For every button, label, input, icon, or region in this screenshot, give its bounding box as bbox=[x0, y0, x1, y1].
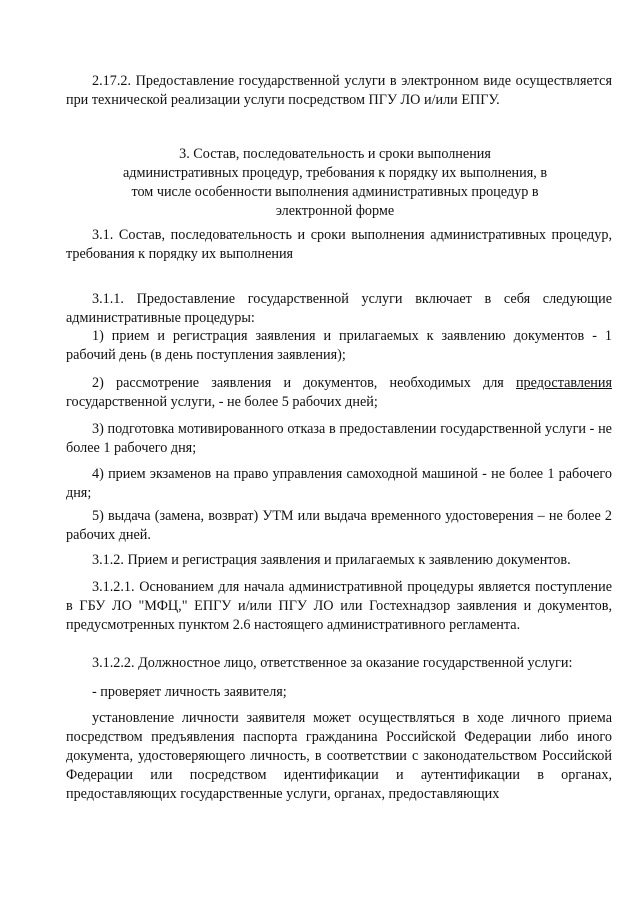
list-item-2-underlined: предоставления bbox=[515, 375, 612, 391]
list-item-5: 5) выдача (замена, возврат) УТМ или выдача временного удостоверения – не более 2 рабочих дней. bbox=[66, 508, 612, 543]
list-item-4: 4) прием экзаменов на право управления самоходной машиной - не более 1 рабочего дня; bbox=[66, 466, 612, 501]
list-item-2 bbox=[66, 374, 612, 412]
list-item-1: 1) прием и регистрация заявления и прилагаемых к заявлению документов - 1 рабочий день (в день поступления заявления); bbox=[66, 328, 612, 363]
check-identity-line: - проверяет личность заявителя; bbox=[92, 684, 287, 700]
paragraph-3-1: 3.1. Состав, последовательность и сроки выполнения административных процедур, требования к порядку их выполнения bbox=[66, 227, 612, 262]
paragraph-3-1-2: 3.1.2. Прием и регистрация заявления и прилагаемых к заявлению документов. bbox=[92, 552, 571, 568]
paragraph-3-1-1: 3.1.1. Предоставление государственной услуги включает в себя следующие административные процедуры: bbox=[66, 291, 612, 326]
paragraph-3-1-2-1: 3.1.2.1. Основанием для начала административной процедуры является поступление в ГБУ ЛО "МФЦ," ЕПГУ и/или ПГУ ЛО или Гостехнадзор заявления и документов, предусмотренных пунктом 2.6 настоящего административного регламента. bbox=[66, 579, 612, 633]
list-item-2-start: 2) рассмотрение заявления и документов, необходимых для bbox=[92, 375, 516, 391]
paragraph-2-17-2: 2.17.2. Предоставление государственной услуги в электронном виде осуществляется при технической реализации услуги посредством ПГУ ЛО и/или ЕПГУ. bbox=[66, 73, 612, 108]
paragraph-identity: установление личности заявителя может осуществляться в ходе личного приема посредством предъявления паспорта гражданина Российской Федерации либо иного документа, удостоверяющего личность, в соответствии с законодательством Российской Федерации или посредством идентификации и аутентификации в органах, предоставляющих государственные услуги, органах, предоставляющих bbox=[66, 710, 612, 802]
list-item-2-end: государственной услуги, - не более 5 рабочих дней; bbox=[66, 394, 378, 410]
paragraph-3-1-2-2: 3.1.2.2. Должностное лицо, ответственное за оказание государственной услуги: bbox=[92, 655, 573, 671]
section-3-title: 3. Состав, последовательность и сроки выполнения административных процедур, требования к порядку их выполнения, в том числе особенности выполнения административных процедур в электронной форме bbox=[122, 146, 548, 219]
list-item-3: 3) подготовка мотивированного отказа в предоставлении государственной услуги - не более 1 рабочего дня; bbox=[66, 421, 612, 456]
